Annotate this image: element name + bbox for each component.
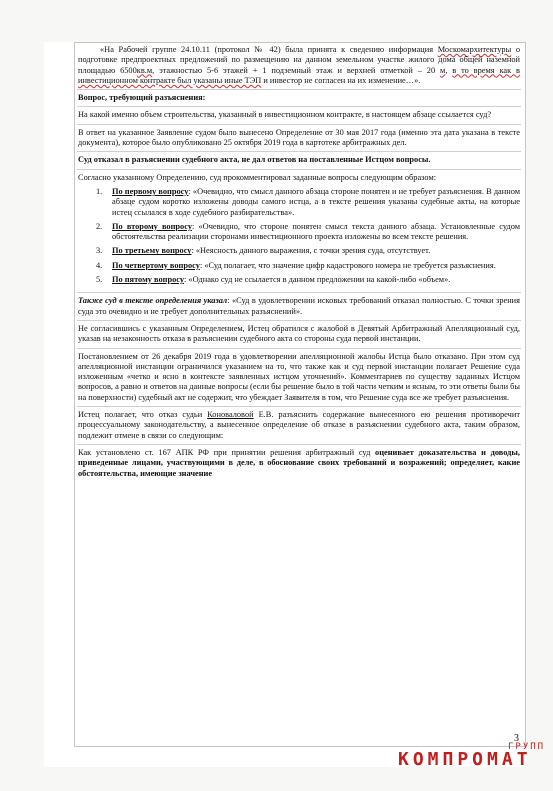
watermark-logo (398, 742, 546, 770)
also-label: Также суд в тексте определения указал (78, 296, 228, 306)
quote-text: о подготовке предпроектных предложений по размещению на данном земельном участке жилого дома общей наземной площадью 6500 (78, 45, 520, 75)
list-number: 1. (96, 186, 103, 196)
response-text: В ответ на указанное Заявление судом было вынесено Определение от 30 мая 2017 года (именно эта дата указана в тексте документа), которое было опубликовано 25 октября 2019 года в картотеке арбитражных дел. (78, 127, 520, 148)
list-number: 2. (96, 221, 103, 231)
quote-paragraph (77, 44, 521, 90)
quote-text: и инвестор не согласен на их изменение…». (261, 75, 421, 85)
spellcheck-phrase: в то время как в инвестиционном контракте был указаны иные ТЭП (78, 65, 520, 85)
answer-item (78, 246, 520, 256)
watermark-main: КОМПРОМАТ (398, 749, 532, 770)
answer-item (78, 275, 520, 285)
answer-item (78, 222, 520, 243)
answer-label: По пятому вопросу (112, 275, 185, 285)
question-heading-row (77, 92, 521, 107)
final-text: Как установлено ст. 167 АПК РФ при принятии решения арбитражный суд (78, 447, 376, 457)
document-body (77, 44, 521, 484)
resolution-row (77, 351, 521, 407)
answer-text: : «Однако суд не ссылается в данном предложении на какой-либо «объем». (184, 275, 451, 285)
quote-text: «На Рабочей группе 24.10.11 (протокол № 42) была принята к сведению информация (100, 45, 438, 54)
spellcheck-word: кв.м (136, 65, 153, 75)
also-row (77, 295, 521, 321)
question-text: На какой именно объем строительства, указанный в инвестиционном контракте, в настоящем абзаце ссылается суд? (78, 110, 492, 120)
answer-label: По третьему вопросу (112, 246, 192, 256)
final-bold-text: оценивает доказательства и доводы, приведенные лицами, участвующими в деле, в обоснование своих требований и возражений; определяет, какие обстоятельства, имеющие значение (78, 447, 520, 478)
final-row (77, 447, 521, 482)
answers-list (78, 187, 520, 285)
question-row (77, 109, 521, 124)
answers-row (77, 172, 521, 294)
appeal-row (77, 323, 521, 349)
quote-text: , (445, 65, 453, 75)
judge-name: Коноваловой (207, 410, 254, 420)
judge-text: Истец полагает, что отказ судьи (78, 410, 208, 420)
judge-text: Е.В. разъяснить содержание вынесенного ею решения противоречит процессуальному законодательству, а вынесенное определение об отказе в разъяснении судебного акта, таким образом, подлежит отмене в связи со следующим: (78, 410, 520, 440)
answer-label: По четвертому вопросу (112, 260, 200, 270)
according-text: Согласно указанному Определению, суд прокомментировал заданные вопросы следующим образом: (78, 172, 437, 182)
list-number: 5. (96, 275, 103, 285)
quote-text: , этажностью 5-6 этажей + 1 подземный этаж и верхней отметкой – 20 (152, 65, 441, 75)
spellcheck-word: м (440, 65, 446, 75)
answer-text: : «Очевидно, что смысл данного абзаца стороне понятен и не требует разъяснения. В данном абзаце судом коротко изложены доводы самого истца, а в тексте решения указаны судебные акты, на которые истец ссылался в ходе судебного разбирательства». (112, 186, 520, 217)
spellcheck-word: Москомархитектуры (437, 45, 512, 54)
list-number: 3. (96, 246, 103, 256)
question-heading: Вопрос, требующий разъяснения: (78, 93, 206, 103)
also-text: : «Суд в удовлетворении исковых требований отказал полностью. С точки зрения суда это очевидно и не требует дополнительных разъяснений». (78, 296, 520, 316)
answer-text: : «Неясность данного выражения, с точки зрения суда, отсутствует. (191, 246, 431, 256)
answer-text: : «Очевидно, что стороне понятен смысл текста данного абзаца. Установленные судом обстоятельства реализации сторонами инвестиционного проекта изложены во всем тексте решения. (112, 221, 520, 242)
refusal-heading: Суд отказал в разъяснении судебного акта, не дал ответов на поставленные Истцом вопросы. (78, 155, 431, 165)
answer-text: : «Суд полагает, что значение цифр кадастрового номера не требуется разъяснения. (199, 260, 496, 270)
answer-item (78, 187, 520, 218)
list-number: 4. (96, 260, 103, 270)
judge-row (77, 409, 521, 445)
page-number: 3 (514, 733, 519, 744)
resolution-text: Постановлением от 26 декабря 2019 года в удовлетворении апелляционной жалобы Истца было отказано. При этом суд апелляционной инстанции ограничился указанием на то, что также как и суд первой инстанции полагает Решение суда изложенным «четко и ясно в контексте заявленных истцом уточнений». Комментариев по существу заданных Истцом вопросов, а равно и ответов на данные вопросы (если бы решение было в той части четким и ясным, то эти ответы были бы на поверхности) судебный акт не содержит, что убеждает Заявителя в том, что Решение суда все же требует разъяснения. (78, 351, 520, 402)
response-row (77, 127, 521, 153)
answer-label: По первому вопросу (112, 186, 189, 196)
answer-label: По второму вопросу (112, 221, 192, 231)
refusal-row (77, 154, 521, 169)
watermark-top: ГРУПП (508, 742, 546, 752)
answer-item (78, 261, 520, 271)
appeal-text: Не согласившись с указанным Определением, Истец обратился с жалобой в Девятый Арбитражный Апелляционный суд, указав на незаконность отказа в разъяснении судебного акта со стороны суда первой инстанции. (78, 323, 520, 344)
